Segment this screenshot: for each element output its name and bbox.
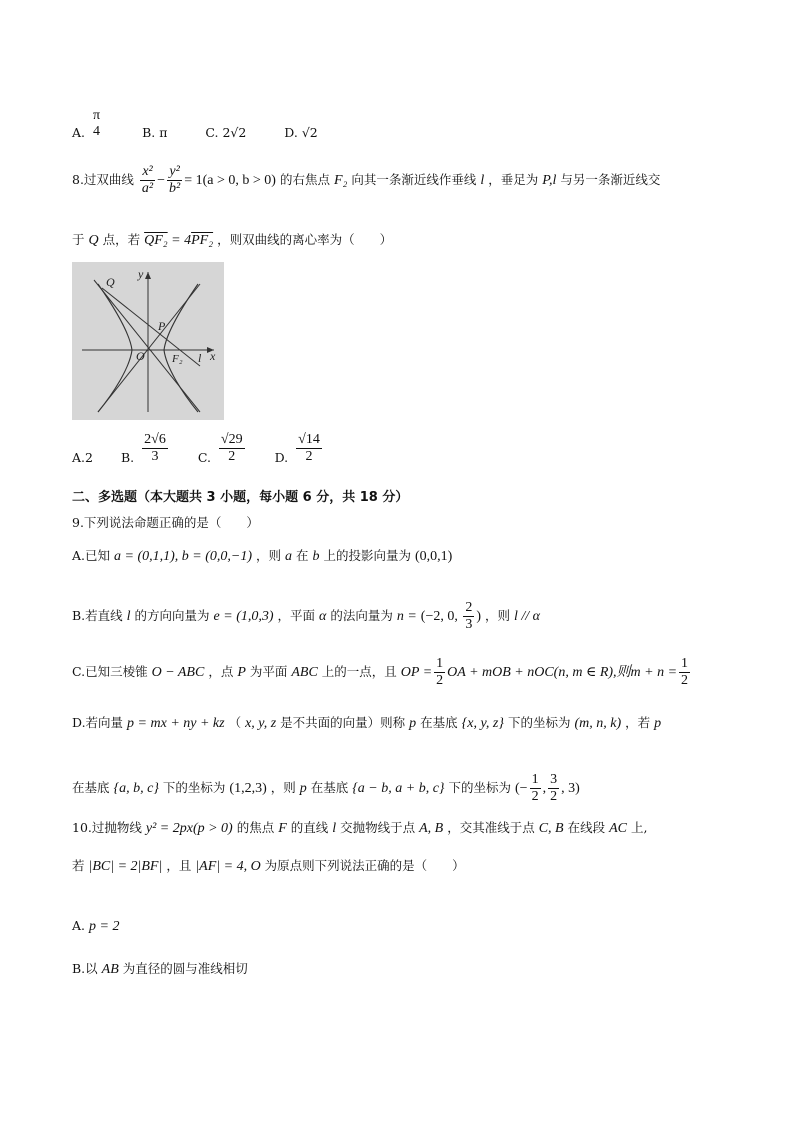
label-x: x — [210, 349, 216, 363]
asymptote-1 — [94, 280, 200, 412]
section-heading-multi-choice: 二、多选题（本大题共 3 小题，每小题 6 分，共 18 分） — [72, 490, 409, 505]
q9-option-d-line1: D.若向量 p = mx + ny + kz （ x, y, z 是不共面的向量）则称 p 在基底 {x, y, z} 下的坐标为 (m, n, k) ，若 p — [72, 715, 662, 731]
hyperbola-equation: $\frac{\text{x²}}{\text{a²}}$ − $\frac{\text{y²}}{\text{b²}}$ = 1(a > 0, b > 0) — [141, 164, 276, 197]
q8-option-a: A.2 — [72, 450, 93, 466]
q9-option-a: A.已知 a = (0,1,1), b = (0,0,−1) ，则 a 在 b 上的投影向量为 (0,0,1) — [72, 548, 453, 564]
label-y: y — [138, 267, 144, 281]
label-P: P — [158, 319, 166, 333]
focus-F2: F₂ — [333, 173, 348, 189]
label-O: O — [136, 349, 145, 363]
q8-stem-line1: 8.过双曲线 $\frac{\text{x²}}{\text{a²}}$ − $\frac{\text{y²}}{\text{b²}}$ = 1(a > 0, b > 0) 的右焦点 F₂ 向其一条渐近线作垂线 l ，垂足为 P,l 与另一条渐近线交 — [72, 164, 661, 197]
label-F2: F₂ — [172, 353, 183, 365]
hyperbola-svg — [72, 262, 224, 420]
q9-option-d-line2: 在基底 {a, b, c} 下的坐标为 (1,2,3) ，则 p 在基底 {a − b, a + b, c} 下的坐标为 (− $\frac{1}{2}$ , $\frac{3}{2}$ , 3) — [72, 772, 580, 805]
hyperbola-figure — [72, 262, 224, 420]
q9-option-b: B.若直线 l 的方向向量为 e = (1,0,3) ，平面 α 的法向量为 n = (−2, 0, $\frac{2}{3}$ ) ，则 l // α — [72, 600, 541, 633]
q7-option-b: B. π — [142, 125, 168, 141]
q9-stem: 9.下列说法命题正确的是（ ） — [72, 515, 259, 530]
q10-option-b: B.以 AB 为直径的圆与准线相切 — [72, 961, 248, 977]
label-l: l — [198, 351, 202, 365]
q7-option-a: A. π 4 — [72, 108, 101, 141]
q7-option-d: D. √2 — [284, 125, 318, 141]
hyperbola-left-branch — [98, 284, 132, 412]
q8-options — [72, 432, 324, 465]
q7-option-a-fraction: π 4 — [93, 108, 101, 140]
hyperbola-right-branch — [164, 284, 198, 412]
line-l: l — [480, 173, 485, 189]
q7-option-c: C. 2√2 — [205, 125, 247, 141]
q10-option-a: A. p = 2 — [72, 918, 120, 934]
y-axis-arrow — [145, 272, 151, 279]
q8-option-c: C. $\frac{√29}{2}$ — [197, 432, 243, 466]
q8-option-b: B. $\frac{2√6}{3}$ — [120, 432, 166, 466]
label-Q: Q — [106, 275, 115, 289]
line-l-figure — [102, 288, 200, 366]
q9-option-c: C.已知三棱锥 O − ABC ，点 P 为平面 ABC 上的一点，且 OP = $\frac{1}{2}$ OA + mOB + nOC(n, m ∈ R),则m + n = $\frac{1}{2}$ — [72, 656, 689, 689]
q10-stem-line2: 若 |BC| = 2|BF| ，且 |AF| = 4, O 为原点则下列说法正确的是（ ） — [72, 858, 465, 874]
q7-options — [72, 108, 318, 140]
q8-option-d: D. $\frac{√14}{2}$ — [274, 432, 320, 466]
vector-equation: QF₂ = 4PF₂ — [144, 233, 214, 248]
q10-stem-line1: 10.过抛物线 y² = 2px(p > 0) 的焦点 F 的直线 l 交抛物线于点 A, B ，交其准线于点 C, B 在线段 AC 上, — [72, 820, 648, 836]
q8-stem-line2: 于 Q 点，若 QF₂ = 4PF₂ ，则双曲线的离心率为（ ） — [72, 232, 393, 248]
